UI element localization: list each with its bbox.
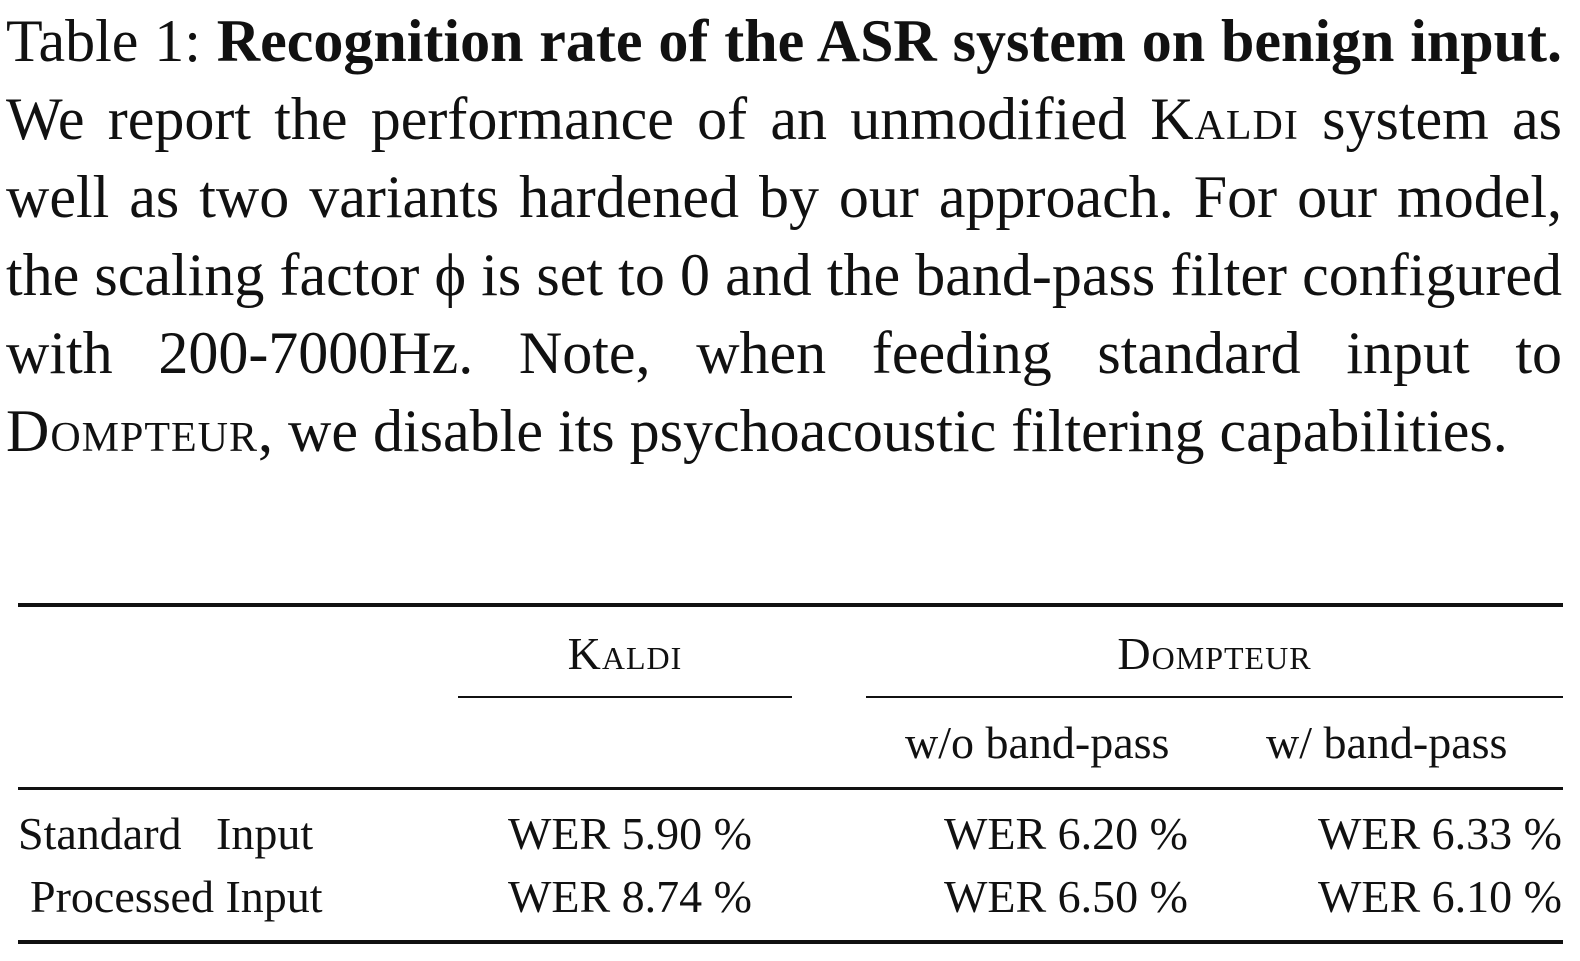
cell-processed-dompteur-wo: WER 6.50 % bbox=[943, 871, 1188, 922]
row-label-processed: Processed Input bbox=[30, 871, 323, 922]
caption-text-2: system as well as two variants hardened by our approach. For our model, the scaling factor ϕ is set to 0 and the band-pass filter configured with 200-7000Hz. Note, when feeding standard input to bbox=[6, 86, 1563, 386]
bottom-rule bbox=[18, 940, 1563, 944]
kaldi-cmidrule bbox=[458, 696, 792, 698]
cell-standard-dompteur-wo: WER 6.20 % bbox=[943, 808, 1188, 859]
caption-text-3: , we disable its psychoacoustic filtering capabilities. bbox=[258, 398, 1508, 464]
cell-standard-kaldi: WER 5.90 % bbox=[507, 808, 752, 859]
header-without-bandpass: w/o band-pass bbox=[905, 717, 1170, 768]
caption-text-1: We report the performance of an unmodified bbox=[6, 86, 1127, 152]
header-kaldi: Kaldi bbox=[567, 628, 683, 679]
header-with-bandpass: w/ band-pass bbox=[1266, 717, 1508, 768]
caption-label: Table 1: bbox=[6, 8, 201, 74]
cell-processed-kaldi: WER 8.74 % bbox=[507, 871, 752, 922]
cell-processed-dompteur-w: WER 6.10 % bbox=[1317, 871, 1562, 922]
top-rule bbox=[18, 603, 1563, 607]
row-label-standard: Standard Input bbox=[18, 808, 314, 859]
caption-dompteur: Dompteur bbox=[6, 398, 259, 464]
caption-title: Recognition rate of the ASR system on benign input. bbox=[216, 8, 1563, 74]
header-dompteur: Dompteur bbox=[1117, 628, 1312, 679]
dompteur-cmidrule bbox=[866, 696, 1563, 698]
caption-kaldi: Kaldi bbox=[1150, 86, 1299, 152]
header-rule bbox=[18, 787, 1563, 790]
cell-standard-dompteur-w: WER 6.33 % bbox=[1317, 808, 1562, 859]
table-caption bbox=[6, 2, 1562, 470]
